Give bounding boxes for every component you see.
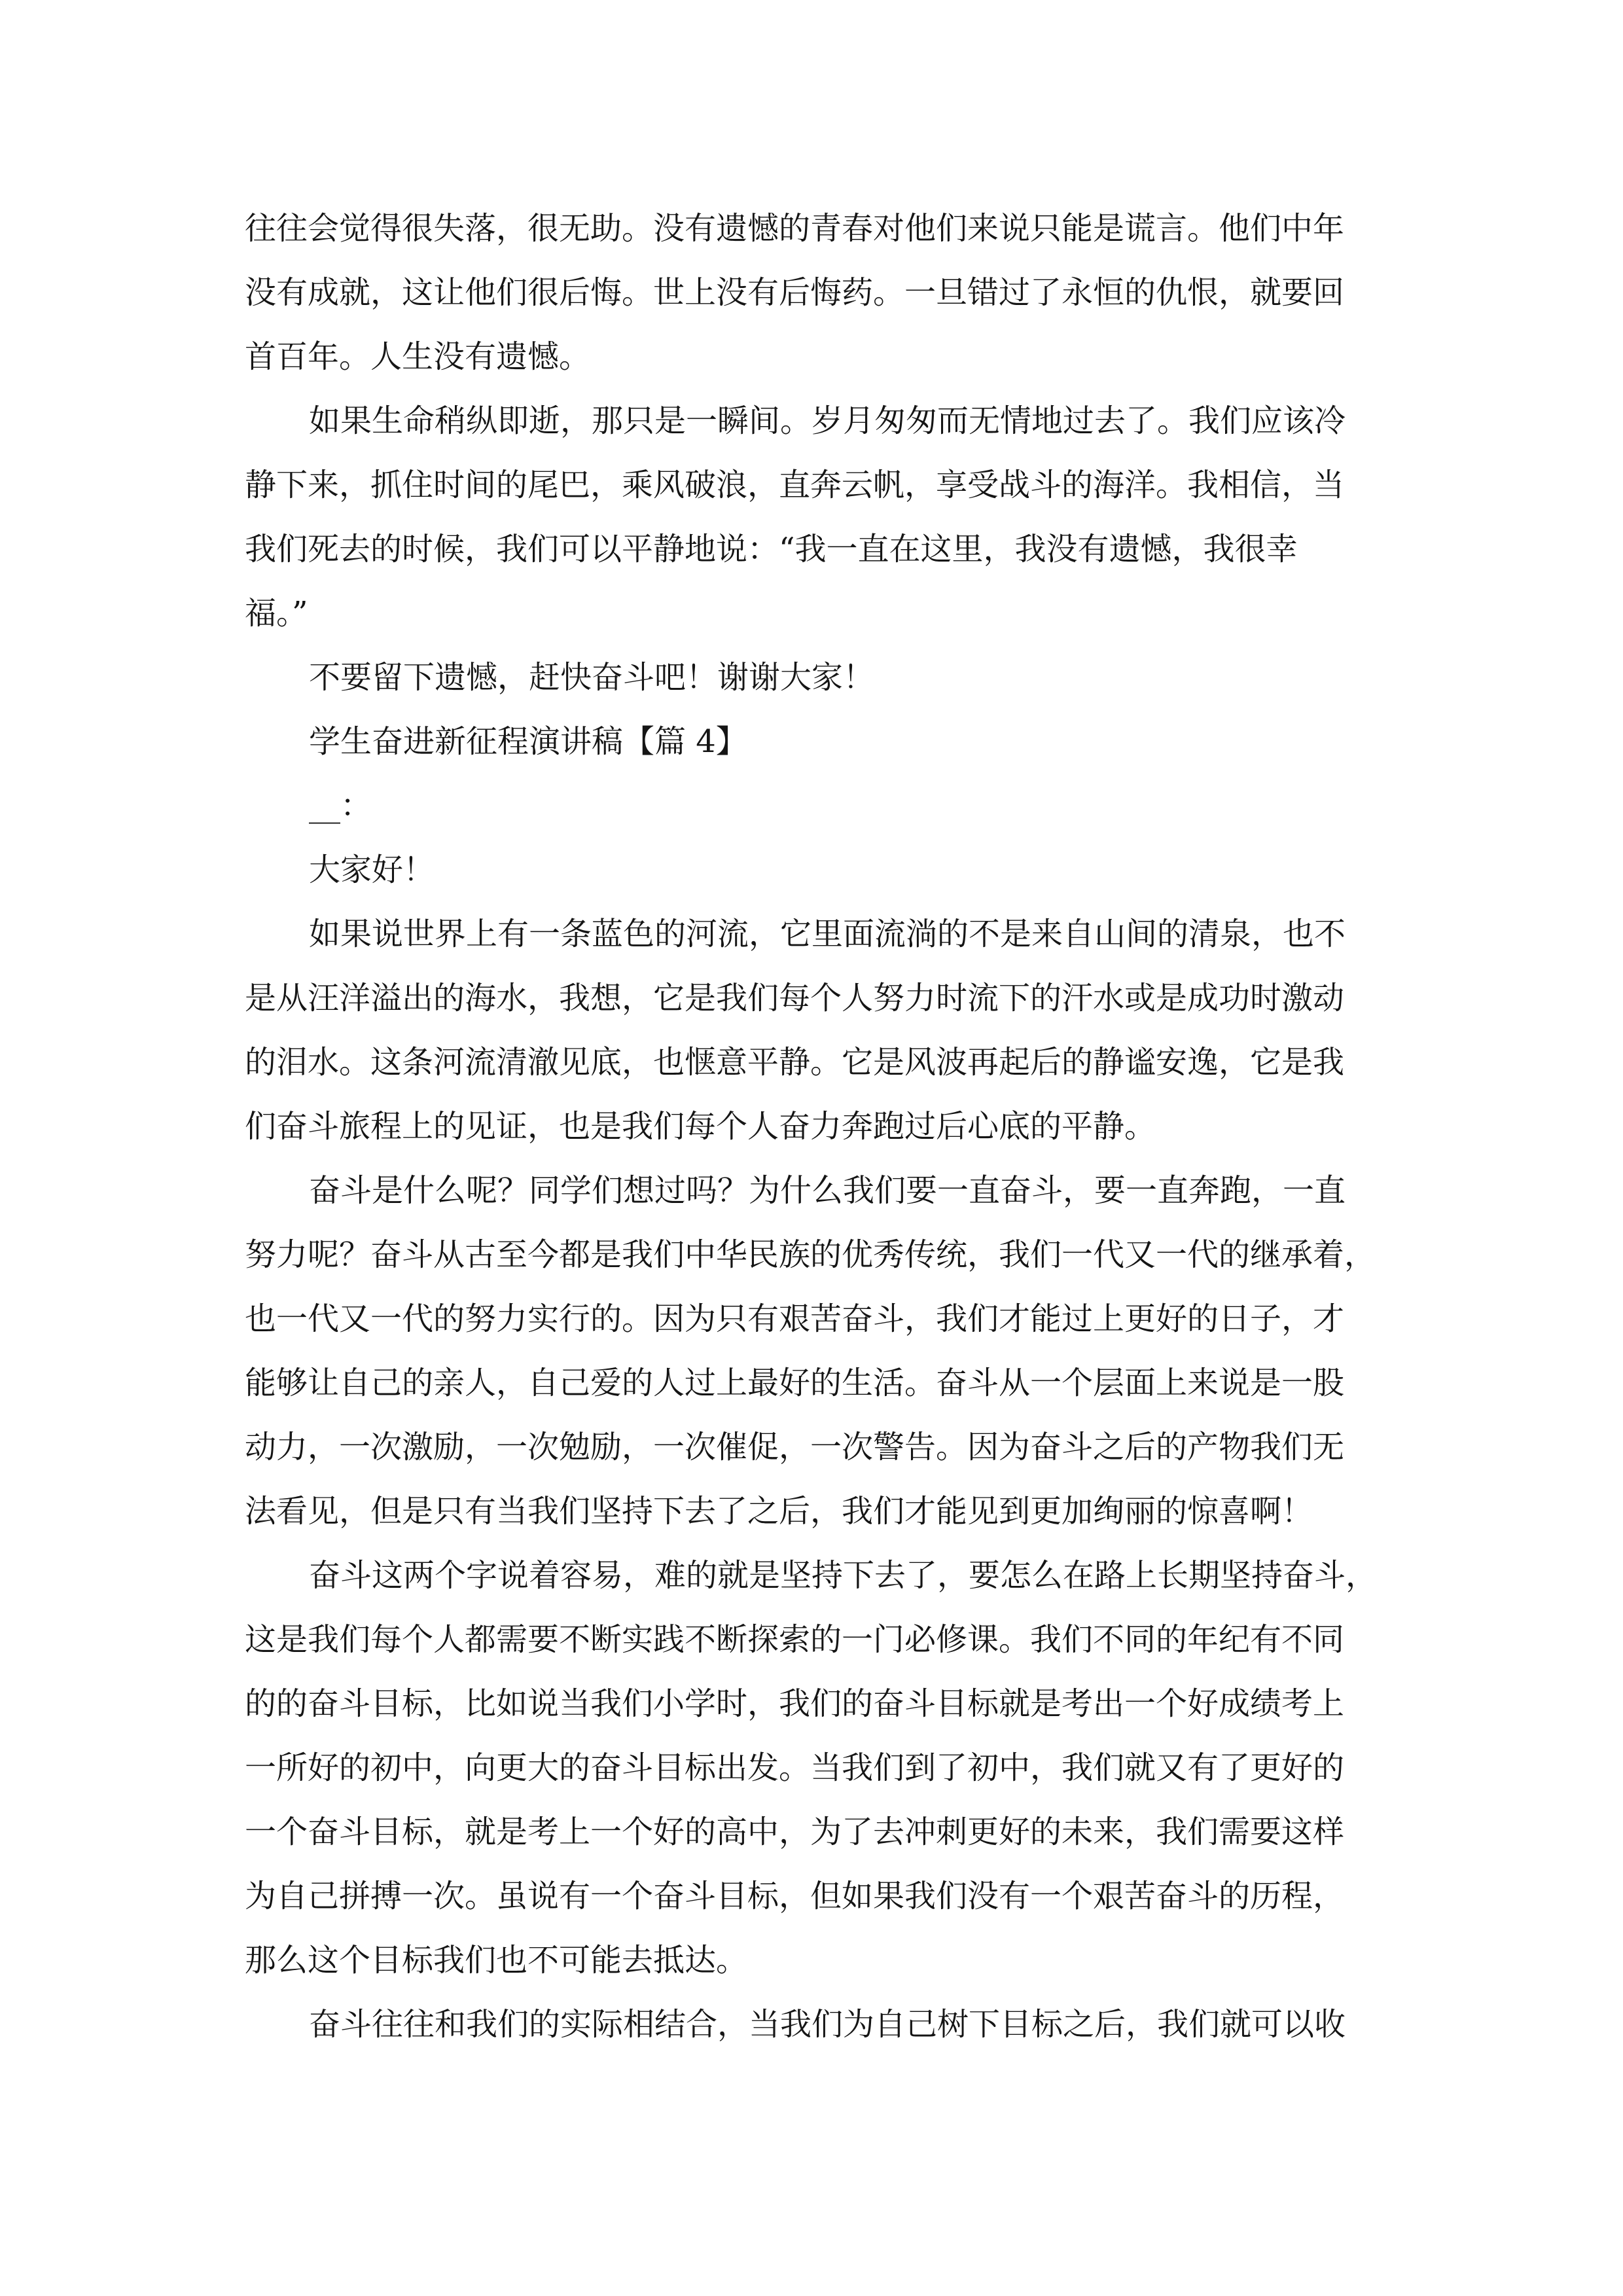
text-line: 也一代又一代的努力实行的。因为只有艰苦奋斗，我们才能过上更好的日子，才	[245, 1300, 1345, 1337]
text-line: 法看见，但是只有当我们坚持下去了之后，我们才能见到更加绚丽的惊喜啊！	[245, 1493, 1313, 1530]
text-line: 的的奋斗目标，比如说当我们小学时，我们的奋斗目标就是考出一个好成绩考上	[245, 1685, 1345, 1722]
text-line: 是从汪洋溢出的海水，我想，它是我们每个人努力时流下的汗水或是成功时激动	[245, 980, 1345, 1016]
paragraph-3	[245, 645, 1377, 709]
section-heading	[245, 709, 1377, 774]
text-line: 一个奋斗目标，就是考上一个好的高中，为了去冲刺更好的未来，我们需要这样	[245, 1814, 1345, 1850]
greeting	[245, 838, 1377, 902]
text-line: 往往会觉得很失落，很无助。没有遗憾的青春对他们来说只能是谎言。他们中年	[245, 210, 1345, 247]
heading-text: 学生奋进新征程演讲稿【篇 4】	[309, 723, 747, 760]
text-line: 这是我们每个人都需要不断实践不断探索的一门必修课。我们不同的年纪有不同	[245, 1621, 1345, 1658]
paragraph-2	[245, 389, 1377, 645]
text-line: 们奋斗旅程上的见证，也是我们每个人奋力奔跑过后心底的平静。	[245, 1108, 1156, 1145]
text-line: 努力呢？奋斗从古至今都是我们中华民族的优秀传统，我们一代又一代的继承着，	[245, 1236, 1376, 1273]
paragraph-6	[245, 1543, 1377, 1992]
text-line: 福。”	[245, 595, 308, 632]
document-body	[245, 196, 1377, 2056]
text-line: 奋斗往往和我们的实际相结合，当我们为自己树下目标之后，我们就可以收	[309, 2006, 1346, 2043]
text-line: 那么这个目标我们也不可能去抵达。	[245, 1942, 748, 1979]
text-line: 如果生命稍纵即逝，那只是一瞬间。岁月匆匆而无情地过去了。我们应该冷	[309, 403, 1346, 439]
text-line: 一所好的初中，向更大的奋斗目标出发。当我们到了初中，我们就又有了更好的	[245, 1749, 1345, 1786]
text-line: 首百年。人生没有遗憾。	[245, 338, 591, 375]
paragraph-5	[245, 1158, 1377, 1543]
paragraph-1	[245, 196, 1377, 389]
text-line: 我们死去的时候，我们可以平静地说：“我一直在这里，我没有遗憾，我很幸	[245, 531, 1298, 567]
text-line: 不要留下遗憾，赶快奋斗吧！谢谢大家！	[309, 659, 875, 696]
text-line: __：	[309, 787, 372, 824]
paragraph-4	[245, 902, 1377, 1158]
text-line: 奋斗这两个字说着容易，难的就是坚持下去了，要怎么在路上长期坚持奋斗，	[309, 1557, 1378, 1594]
paragraph-7	[245, 1992, 1377, 2056]
text-line: 为自己拼搏一次。虽说有一个奋斗目标，但如果我们没有一个艰苦奋斗的历程，	[245, 1878, 1345, 1914]
text-line: 奋斗是什么呢？同学们想过吗？为什么我们要一直奋斗，要一直奔跑，一直	[309, 1172, 1346, 1209]
text-line: 的泪水。这条河流清澈见底，也惬意平静。它是风波再起后的静谧安逸，它是我	[245, 1044, 1345, 1081]
text-line: 静下来，抓住时间的尾巴，乘风破浪，直奔云帆，享受战斗的海洋。我相信，当	[245, 467, 1345, 503]
text-line: 没有成就，这让他们很后悔。世上没有后悔药。一旦错过了永恒的仇恨，就要回	[245, 274, 1345, 311]
salutation-blank	[245, 774, 1377, 838]
text-line: 大家好！	[309, 852, 435, 888]
text-line: 动力，一次激励，一次勉励，一次催促，一次警告。因为奋斗之后的产物我们无	[245, 1429, 1345, 1465]
text-line: 如果说世界上有一条蓝色的河流，它里面流淌的不是来自山间的清泉，也不	[309, 916, 1346, 952]
text-line: 能够让自己的亲人，自己爱的人过上最好的生活。奋斗从一个层面上来说是一股	[245, 1365, 1345, 1401]
